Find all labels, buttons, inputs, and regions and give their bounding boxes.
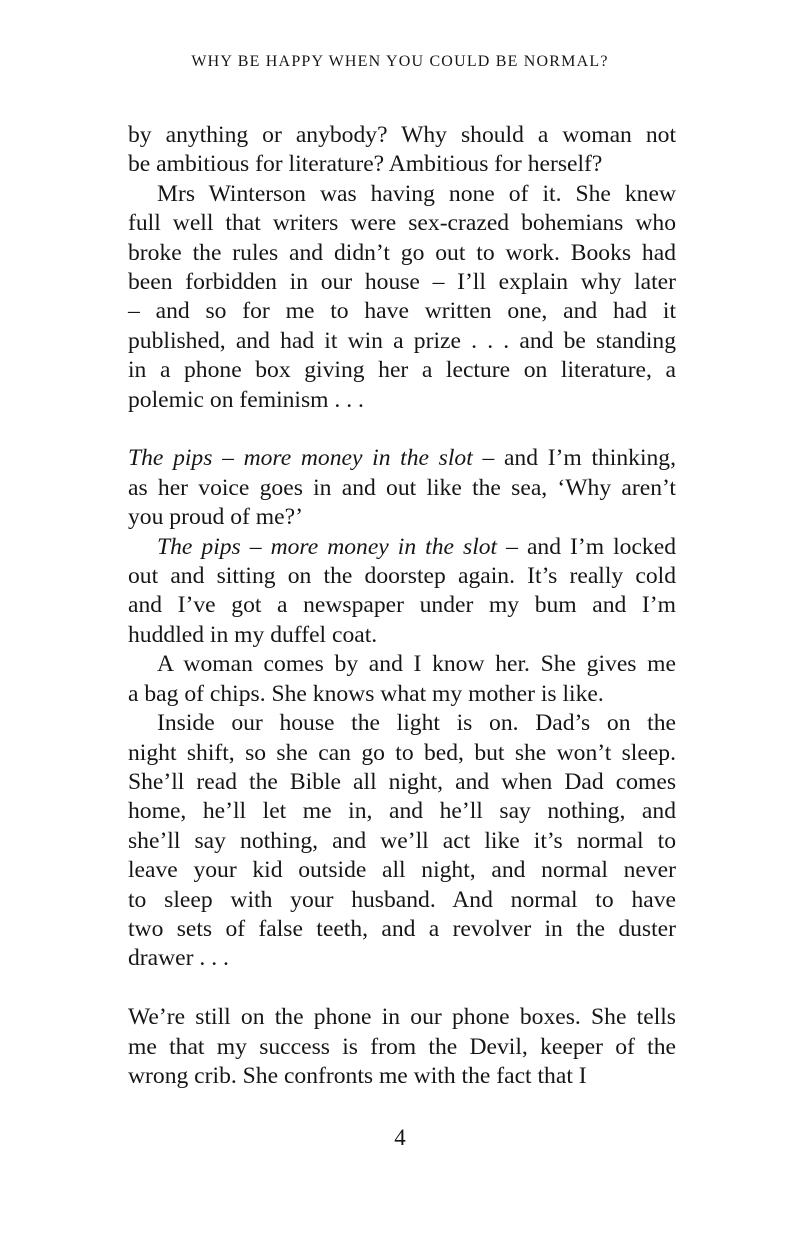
italic-text: The pips – more money in the slot: [157, 533, 498, 560]
text-line: [128, 444, 676, 473]
text-line: [128, 327, 676, 356]
text-span: published, and had it win a prize . . . and be standing: [128, 327, 676, 354]
section-break: [128, 415, 676, 444]
text-span: – and I’m locked: [497, 533, 676, 560]
text-span: – and I’m thinking,: [472, 445, 676, 472]
text-span: A woman comes by and I know her. She gives me: [157, 651, 676, 678]
text-span: in a phone box giving her a lecture on literature, a: [128, 357, 676, 384]
text-span: you proud of me?’: [128, 504, 303, 531]
paragraph: [128, 709, 676, 974]
text-span: home, he’ll let me in, and he’ll say nothing, and: [128, 798, 676, 825]
text-span: broke the rules and didn’t go out to work. Books had: [128, 239, 676, 266]
text-span: wrong crib. She confronts me with the fact that I: [128, 1062, 587, 1089]
text-span: huddled in my duffel coat.: [128, 621, 378, 648]
text-line: [128, 680, 676, 709]
paragraph: [128, 121, 676, 180]
text-line: [128, 180, 676, 209]
paragraph: [128, 444, 676, 532]
text-line: [128, 886, 676, 915]
text-line: [128, 797, 676, 826]
text-line: [128, 268, 676, 297]
paragraph: [128, 1003, 676, 1091]
text-line: [128, 239, 676, 268]
paragraph: [128, 533, 676, 651]
text-line: [128, 709, 676, 738]
text-span: to sleep with your husband. And normal to have: [128, 886, 676, 913]
text-line: [128, 1033, 676, 1062]
text-line: [128, 856, 676, 885]
text-span: as her voice goes in and out like the sea, ‘Why aren’t: [128, 474, 676, 501]
text-line: [128, 150, 676, 179]
text-line: [128, 503, 676, 532]
text-line: [128, 944, 676, 973]
text-line: [128, 591, 676, 620]
text-span: and I’ve got a newspaper under my bum and I’m: [128, 592, 676, 619]
text-line: [128, 827, 676, 856]
text-line: [128, 386, 676, 415]
page-number: 4: [394, 1125, 406, 1150]
text-span: full well that writers were sex-crazed bohemians who: [128, 210, 676, 237]
text-span: leave your kid outside all night, and normal never: [128, 857, 676, 884]
text-line: [128, 1003, 676, 1032]
text-line: [128, 562, 676, 591]
text-span: been forbidden in our house – I’ll explain why later: [128, 269, 676, 296]
text-span: by anything or anybody? Why should a woman not: [128, 122, 676, 148]
italic-text: The pips – more money in the slot: [128, 445, 473, 472]
text-span: Inside our house the light is on. Dad’s on the: [157, 710, 676, 737]
text-span: be ambitious for literature? Ambitious for herself?: [128, 151, 603, 178]
running-head: WHY BE HAPPY WHEN YOU COULD BE NORMAL?: [191, 53, 609, 70]
text-span: We’re still on the phone in our phone boxes. She tells: [128, 1004, 676, 1031]
text-span: she’ll say nothing, and we’ll act like it’s normal to: [128, 827, 676, 854]
text-span: Mrs Winterson was having none of it. She knew: [157, 180, 676, 207]
text-span: – and so for me to have written one, and had it: [128, 298, 676, 325]
paragraph: [128, 180, 676, 415]
section-break: [128, 974, 676, 1003]
text-line: [128, 533, 676, 562]
text-span: She’ll read the Bible all night, and when Dad comes: [128, 768, 676, 795]
text-span: night shift, so she can go to bed, but she won’t sleep.: [128, 739, 676, 766]
text-line: [128, 915, 676, 944]
text-span: drawer . . .: [128, 945, 229, 972]
text-line: [128, 121, 676, 150]
text-line: [128, 474, 676, 503]
text-span: out and sitting on the doorstep again. It’s really cold: [128, 563, 676, 590]
text-span: two sets of false teeth, and a revolver in the duster: [128, 915, 676, 942]
text-span: me that my success is from the Devil, keeper of the: [128, 1033, 676, 1060]
text-span: a bag of chips. She knows what my mother is like.: [128, 680, 604, 707]
body-text: [128, 121, 676, 1091]
text-line: [128, 209, 676, 238]
text-span: polemic on feminism . . .: [128, 386, 364, 413]
text-line: [128, 356, 676, 385]
text-line: [128, 739, 676, 768]
text-line: [128, 768, 676, 797]
text-line: [128, 297, 676, 326]
text-line: [128, 621, 676, 650]
paragraph: [128, 650, 676, 709]
text-line: [128, 650, 676, 679]
text-line: [128, 1062, 676, 1091]
